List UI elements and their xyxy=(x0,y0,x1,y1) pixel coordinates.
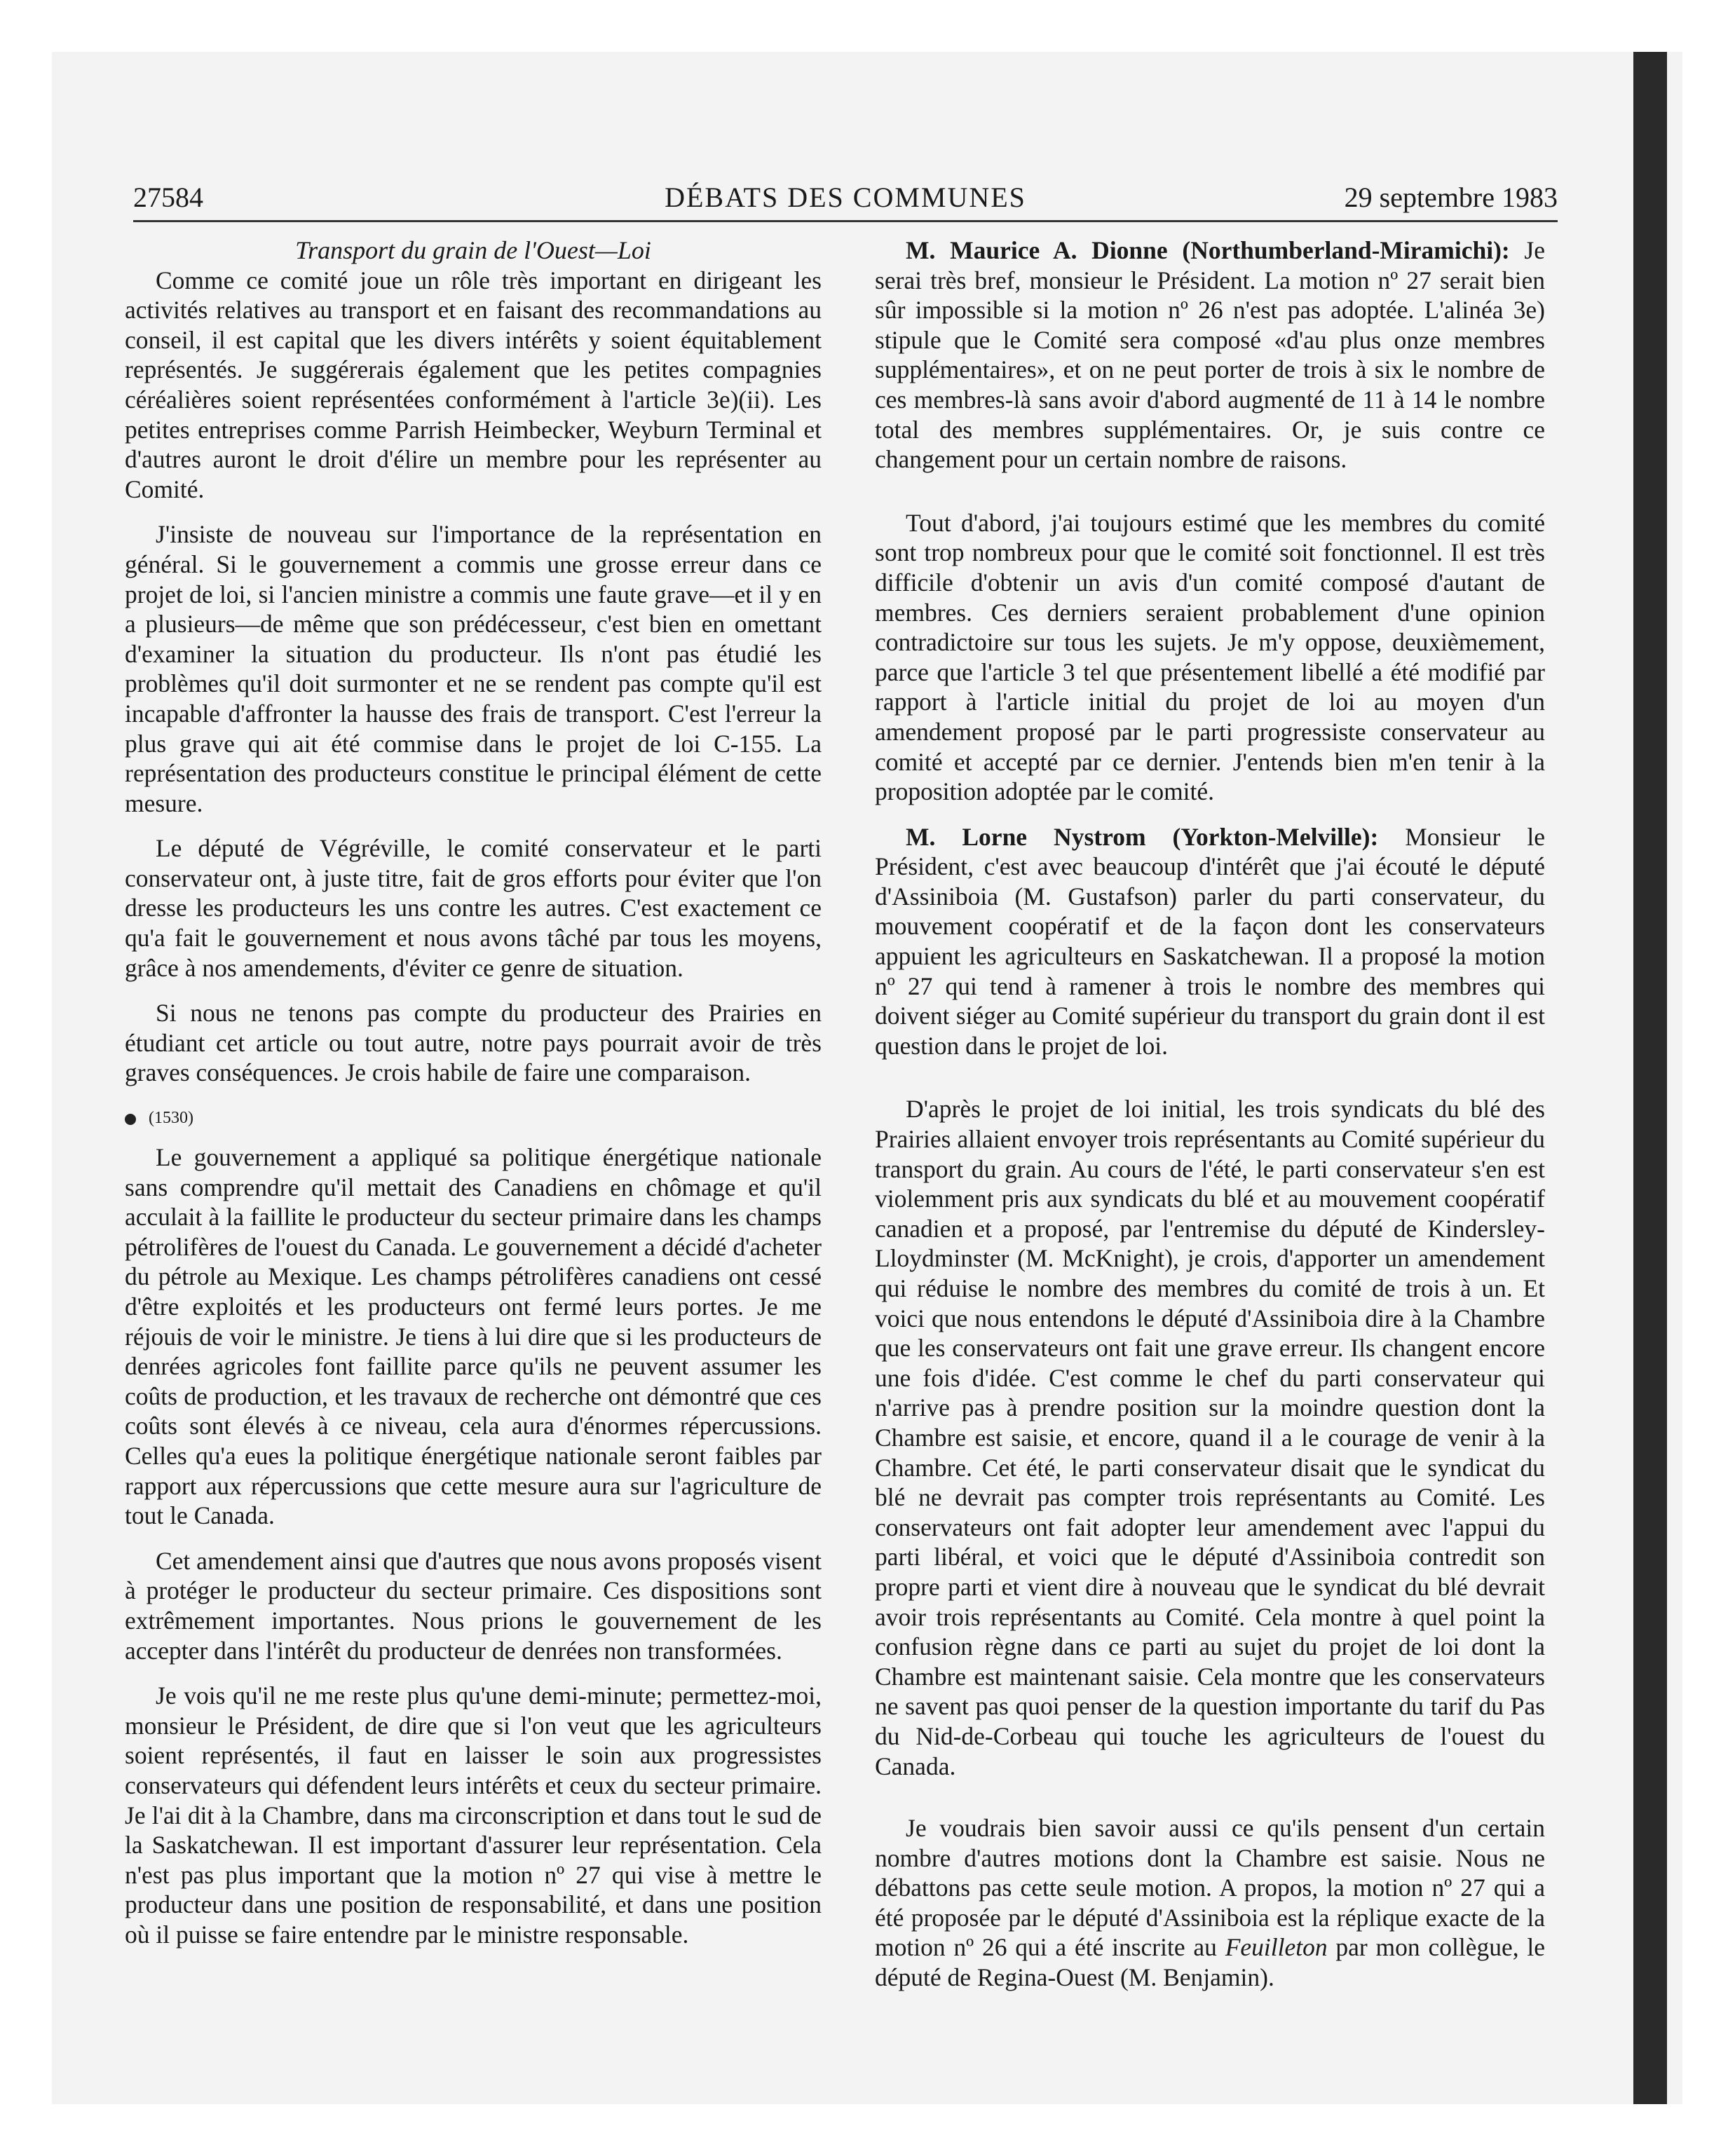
paragraph: J'insiste de nouveau sur l'importance de la représentation en général. Si le gouvernement a commis une grosse erreur dans ce projet de loi, si l'ancien ministre a commis une faute grave—et il y en a plusieurs—de même que son prédécesseur, c'est bien en omettant d'examiner la situation du producteur. Ils n'ont pas étudié les problèmes qu'il doit surmonter et ne se rendent pas compte qu'il est incapable d'affronter la hausse des frais de transport. C'est l'erreur la plus grave qui ait été commise dans le projet de loi C-155. La représentation des producteurs constitue le principal élément de cette mesure. xyxy=(125,520,822,817)
paragraph: Je vois qu'il ne me reste plus qu'une demi-minute; permettez-moi, monsieur le Président, de dire que si l'on veut que les agriculteurs soient représentés, il faut en laisser le soin aux progressistes conservateurs qui défendent leurs intérêts et ceux du secteur primaire. Je l'ai dit à la Chambre, dans ma circonscription et dans tout le sud de la Saskatchewan. Il est important d'assurer leur représentation. Cela n'est pas plus important que la motion nº 27 qui vise à mettre le producteur dans une position de responsabilité, et dans une position où il puisse se faire entendre par le ministre responsable. xyxy=(125,1681,822,1949)
paragraph: Si nous ne tenons pas compte du producteur des Prairies en étudiant cet article ou tout autre, notre pays pourrait avoir de très graves conséquences. Je crois habile de faire une comparaison. xyxy=(125,999,822,1087)
publication-date: 29 septembre 1983 xyxy=(1344,182,1558,213)
paragraph: D'après le projet de loi initial, les trois syndicats du blé des Prairies allaient envoyer trois représentants au Comité supérieur du transport du grain. Au cours de l'été, le parti conservateur s'en est violemment pris aux syndicats du blé et au mouvement coopératif canadien et a proposé, par l'entremise du député de Kindersley-Lloydminster (M. McKnight), je crois, d'apporter un amendement qui réduise le nombre des membres du comité de trois à un. Et voici que nous entendons le député d'Assiniboia dire à la Chambre que les conservateurs ont fait une grave erreur. Ils changent encore une fois d'idée. C'est comme le chef du parti conservateur qui n'arrive pas à prendre position sur la moindre question dont la Chambre est saisie, et encore, quand il a le courage de venir à la Chambre. Cet été, le parti conservateur disait que le syndicat du blé ne devrait pas compter trois représentants au Comité. Les conservateurs ont fait adopter leur amendement avec l'appui du parti libéral, et voici que le député d'Assiniboia contredit son propre parti et vient dire à nouveau que le syndicat du blé devrait avoir trois représentants au Comité. Cela montre à quel point la confusion règne dans ce parti au sujet du projet de loi dont la Chambre est maintenant saisie. Cela montre que les conservateurs ne savent pas quoi penser de la question importante du tarif du Pas du Nid-de-Corbeau qui touche les agriculteurs de l'ouest du Canada. xyxy=(875,1095,1545,1780)
paragraph: Cet amendement ainsi que d'autres que nous avons proposés visent à protéger le producteur du secteur primaire. Ces dispositions sont extrêmement importantes. Nous prions le gouvernement de les accepter dans l'intérêt du producteur de denrées non transformées. xyxy=(125,1546,822,1665)
scan-edge xyxy=(1633,52,1667,2104)
speaker-name: M. Lorne Nystrom (Yorkton-Melville): xyxy=(906,822,1379,851)
paragraph xyxy=(875,1813,1545,1993)
left-column xyxy=(125,236,822,1949)
speech-dionne xyxy=(875,236,1545,475)
time-marker xyxy=(125,1103,822,1133)
page-number: 27584 xyxy=(133,182,203,213)
speaker-name: M. Maurice A. Dionne (Northumberland-Miramichi): xyxy=(906,236,1510,264)
paragraph-text: Je voudrais bien savoir aussi ce qu'ils pensent d'un certain nombre d'autres motions dont la Chambre est saisie. Nous ne débattons pas cette seule motion. A propos, la motion nº 27 qui a été proposée par le député d'Assiniboia est la réplique exacte de la motion nº 26 qui a été inscrite au xyxy=(875,1814,1545,1962)
right-column xyxy=(875,236,1545,1993)
speech-nystrom xyxy=(875,822,1545,1061)
time-marker-label: (1530) xyxy=(149,1109,193,1128)
paragraph-text: par mon collègue, le député de Regina-Ouest (M. Benjamin). xyxy=(875,1933,1545,1992)
feuilleton-italic: Feuilleton xyxy=(1225,1933,1328,1962)
paragraph: Le député de Végréville, le comité conservateur et le parti conservateur ont, à juste titre, fait de gros efforts pour éviter que l'on dresse les producteurs les uns contre les autres. C'est exactement ce qu'a fait le gouvernement et nous avons tâché par tous les moyens, grâce à nos amendements, d'éviter ce genre de situation. xyxy=(125,834,822,982)
paragraph: Comme ce comité joue un rôle très important en dirigeant les activités relatives au transport et en faisant des recommandations au conseil, il est capital que les divers intérêts y soient équitablement représentés. Je suggérerais également que les petites compagnies céréalières soient représentées conformément à l'article 3e)(ii). Les petites entreprises comme Parrish Heimbecker, Weyburn Terminal et d'autres auront le droit d'élire un membre pour les représenter au Comité. xyxy=(125,266,822,503)
paragraph: Le gouvernement a appliqué sa politique énergétique nationale sans comprendre qu'il mettait des Canadiens en chômage et qu'il acculait à la faillite le producteur du secteur primaire dans les champs pétrolifères de l'ouest du Canada. Le gouvernement a décidé d'acheter du pétrole au Mexique. Les champs pétrolifères canadiens ont cessé d'être exploités et les producteurs ont fermé leurs portes. Je me réjouis de voir le ministre. Je tiens à lui dire que si les producteurs de denrées agricoles font faillite parce qu'ils ne peuvent assumer les coûts de production, et les travaux de recherche ont démontré que ces coûts sont élevés à ce niveau, cela aura d'énormes répercussions. Celles qu'a eues la politique énergétique nationale seront faibles par rapport aux répercussions que cette mesure aura sur l'agriculture de tout le Canada. xyxy=(125,1143,822,1530)
publication-title: DÉBATS DES COMMUNES xyxy=(665,182,1026,213)
speech-text: Monsieur le Président, c'est avec beaucoup d'intérêt que j'ai écouté le député d'Assiniboia (M. Gustafson) parler du parti conservateur, du mouvement coopératif et de la façon dont les conservateurs appuient les agriculteurs en Saskatchewan. Il a proposé la motion nº 27 qui tend à ramener à trois le nombre des membres qui doivent siéger au Comité supérieur du transport du grain dont il est question dans le projet de loi. xyxy=(875,822,1545,1060)
section-title: Transport du grain de l'Ouest—Loi xyxy=(295,236,651,264)
page-header xyxy=(133,181,1558,222)
speech-text: Je serai très bref, monsieur le Président. La motion nº 27 serait bien sûr impossible si la motion nº 26 n'est pas adoptée. L'alinéa 3e) stipule que le Comité sera composé «d'au plus onze membres supplémentaires», et on ne peut porter de trois à six le nombre de ces membres-là sans avoir d'abord augmenté de 11 à 14 le nombre total des membres supplémentaires. Or, je suis contre ce changement pour un certain nombre de raisons. xyxy=(875,236,1545,474)
bullet-dot-icon xyxy=(125,1114,136,1125)
paragraph: Tout d'abord, j'ai toujours estimé que les membres du comité sont trop nombreux pour que le comité soit fonctionnel. Il est très difficile d'obtenir un avis d'un comité composé d'autant de membres. Ces derniers seraient probablement d'une opinion contradictoire sur tous les sujets. Je m'y oppose, deuxièmement, parce que l'article 3 tel que présentement libellé a été modifié par rapport à l'article initial du projet de loi au moyen d'un amendement proposé par le parti progressiste conservateur au comité et accepté par ce dernier. J'entends bien m'en tenir à la proposition adoptée par le comité. xyxy=(875,508,1545,806)
